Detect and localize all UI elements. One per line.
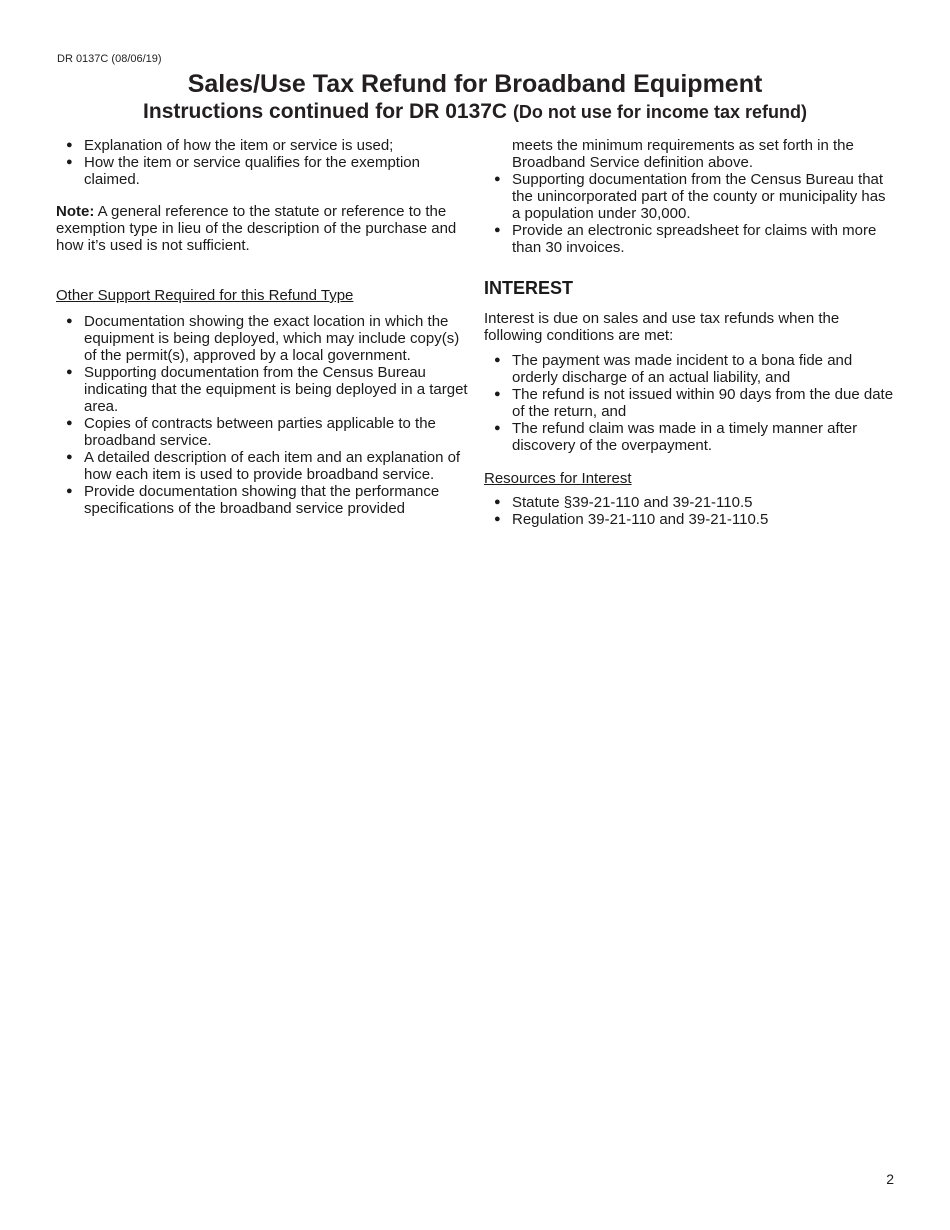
subtitle-main: Instructions continued for DR 0137C <box>143 100 508 123</box>
page-number: 2 <box>886 1171 894 1187</box>
form-id: DR 0137C (08/06/19) <box>57 53 162 65</box>
other-support-heading: Other Support Required for this Refund Type <box>56 287 354 304</box>
bullet-icon: ● <box>494 173 501 185</box>
resources-heading: Resources for Interest <box>484 470 632 487</box>
list-item: ● A detailed description of each item and an explanation of how each item is used to provide broadband service. <box>66 449 461 483</box>
bullet-icon: ● <box>66 451 73 463</box>
top-bullet-list <box>56 137 468 188</box>
bullet-icon: ● <box>494 422 501 434</box>
interest-intro: Interest is due on sales and use tax refunds when the following conditions are met: <box>484 310 840 344</box>
right-column <box>484 137 896 528</box>
continued-text: meets the minimum requirements as set forth in the Broadband Service definition above. <box>512 137 854 171</box>
subtitle-paren: (Do not use for income tax refund) <box>512 102 807 122</box>
bullet-icon: ● <box>66 417 73 429</box>
note-text: A general reference to the statute or reference to the exemption type in lieu of the description of the purchase and how it’s used is not sufficient. <box>56 203 457 254</box>
resources-bullet-list <box>484 494 896 528</box>
list-item: ● How the item or service qualifies for the exemption claimed. <box>66 154 420 188</box>
support-bullet-list <box>484 171 896 256</box>
bullet-icon: ● <box>66 315 73 327</box>
list-item: ● Documentation showing the exact location in which the equipment is being deployed, which may include copy(s) of the permit(s), approved by a local government. <box>66 313 460 364</box>
bullet-icon: ● <box>66 139 73 151</box>
page-subtitle <box>0 98 950 126</box>
bullet-icon: ● <box>494 388 501 400</box>
page-title: Sales/Use Tax Refund for Broadband Equipment <box>187 70 763 98</box>
list-item: ● The payment was made incident to a bona fide and orderly discharge of an actual liability, and <box>494 352 853 386</box>
bullet-icon: ● <box>66 156 73 168</box>
list-item: ● The refund claim was made in a timely manner after discovery of the overpayment. <box>494 420 858 454</box>
list-item: ● Supporting documentation from the Census Bureau indicating that the equipment is being deployed in a target area. <box>66 364 468 415</box>
bullet-icon: ● <box>66 366 73 378</box>
bullet-icon: ● <box>494 513 501 525</box>
list-item: ● Provide an electronic spreadsheet for claims with more than 30 invoices. <box>494 222 877 256</box>
list-item: ● The refund is not issued within 90 days from the due date of the return, and <box>494 386 894 420</box>
list-item: ● Explanation of how the item or service is used; <box>66 137 394 154</box>
note-label: Note: <box>56 203 95 220</box>
bullet-icon: ● <box>494 224 501 236</box>
left-column <box>56 137 468 517</box>
list-item: ● Supporting documentation from the Census Bureau that the unincorporated part of the county or municipality has a population under 30,000. <box>494 171 886 222</box>
interest-heading: INTEREST <box>484 278 574 298</box>
list-item: ● Copies of contracts between parties applicable to the broadband service. <box>66 415 436 449</box>
list-item: ● Provide documentation showing that the performance specifications of the broadband service provided <box>66 483 440 517</box>
list-item: ● Statute §39-21-110 and 39-21-110.5 <box>494 494 753 511</box>
other-support-list <box>56 313 468 517</box>
bullet-icon: ● <box>494 354 501 366</box>
note-paragraph <box>56 203 468 254</box>
bullet-icon: ● <box>494 496 501 508</box>
list-item: ● Regulation 39-21-110 and 39-21-110.5 <box>494 511 769 528</box>
interest-bullet-list <box>484 352 896 454</box>
bullet-icon: ● <box>66 485 73 497</box>
